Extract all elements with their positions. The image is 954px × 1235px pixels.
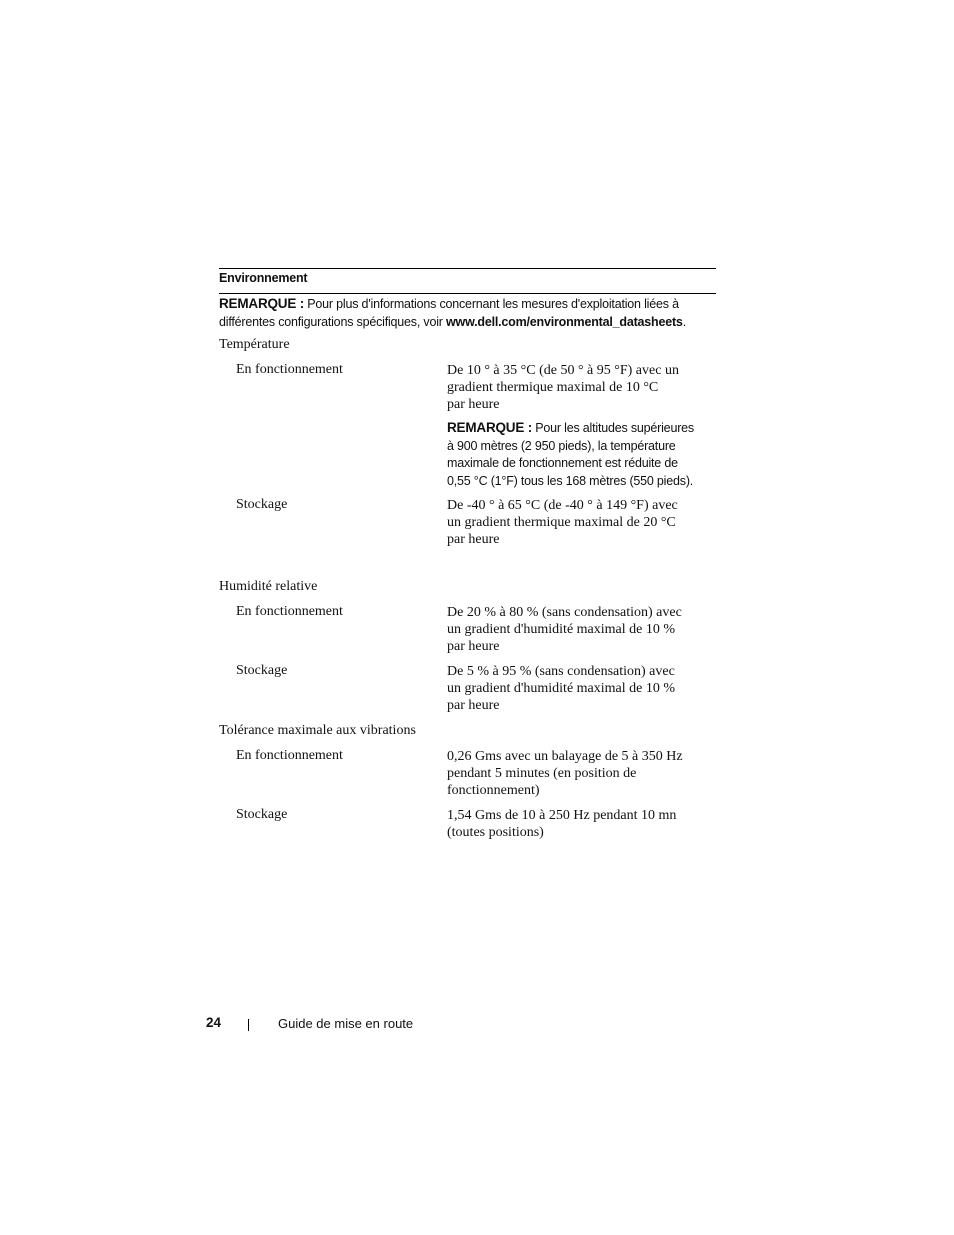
footer-doc-title: Guide de mise en route — [278, 1016, 414, 1031]
value-line: (toutes positions) — [447, 825, 544, 841]
row-value-temp-operating — [447, 362, 702, 414]
row-label-temp-operating: En fonctionnement — [236, 362, 343, 377]
value-line: gradient thermique maximal de 10 °C — [447, 380, 659, 396]
note-end: . — [682, 315, 686, 329]
value-line: un gradient d'humidité maximal de 10 % — [447, 622, 676, 638]
altitude-note — [447, 419, 709, 490]
value-line: par heure — [447, 698, 500, 714]
table-top-rule — [219, 268, 716, 269]
value-line: par heure — [447, 639, 500, 655]
note-line: Pour les altitudes supérieures — [535, 421, 694, 435]
value-line: 0,26 Gms avec un balayage de 5 à 350 Hz — [447, 749, 683, 764]
page-number: 24 — [206, 1015, 222, 1030]
row-label-humidity-operating: En fonctionnement — [236, 604, 343, 619]
section-title-vibration: Tolérance maximale aux vibrations — [219, 723, 416, 738]
note-label: REMARQUE : — [219, 296, 304, 311]
row-label-vibration-storage: Stockage — [236, 807, 288, 822]
value-line: par heure — [447, 532, 500, 548]
value-line: fonctionnement) — [447, 783, 540, 799]
note-label: REMARQUE : — [447, 420, 532, 435]
note-line: 0,55 °C (1°F) tous les 168 mètres (550 pieds). — [447, 473, 694, 488]
row-value-temp-storage — [447, 497, 702, 549]
value-line: un gradient d'humidité maximal de 10 % — [447, 681, 676, 697]
table-header-rule — [219, 293, 716, 294]
value-line: par heure — [447, 397, 500, 413]
row-label-vibration-operating: En fonctionnement — [236, 748, 343, 763]
row-label-temp-storage: Stockage — [236, 497, 288, 512]
section-title-humidity: Humidité relative — [219, 579, 318, 594]
value-line: De 20 % à 80 % (sans condensation) avec — [447, 605, 682, 620]
table-title: Environnement — [219, 271, 308, 285]
value-line: 1,54 Gms de 10 à 250 Hz pendant 10 mn — [447, 808, 677, 823]
note-line: à 900 mètres (2 950 pieds), la température — [447, 438, 676, 453]
value-line: De -40 ° à 65 °C (de -40 ° à 149 °F) avec — [447, 498, 678, 513]
section-title-temperature: Température — [219, 337, 290, 352]
general-note — [219, 295, 709, 331]
datasheets-link[interactable]: www.dell.com/environmental_datasheets — [446, 315, 683, 329]
value-line: De 5 % à 95 % (sans condensation) avec — [447, 664, 675, 679]
row-value-humidity-storage — [447, 663, 702, 715]
row-value-vibration-operating — [447, 748, 702, 800]
note-line: maximale de fonctionnement est réduite de — [447, 456, 678, 470]
note-text: Pour plus d'informations concernant les mesures d'exploitation liées à différentes configurations spécifiques, voir — [219, 297, 679, 329]
row-value-vibration-storage — [447, 807, 702, 841]
value-line: un gradient thermique maximal de 20 °C — [447, 515, 676, 531]
value-line: pendant 5 minutes (en position de — [447, 766, 637, 782]
value-line: De 10 ° à 35 °C (de 50 ° à 95 °F) avec un — [447, 363, 679, 378]
row-label-humidity-storage: Stockage — [236, 663, 288, 678]
row-value-humidity-operating — [447, 604, 702, 656]
footer-separator — [248, 1019, 249, 1031]
